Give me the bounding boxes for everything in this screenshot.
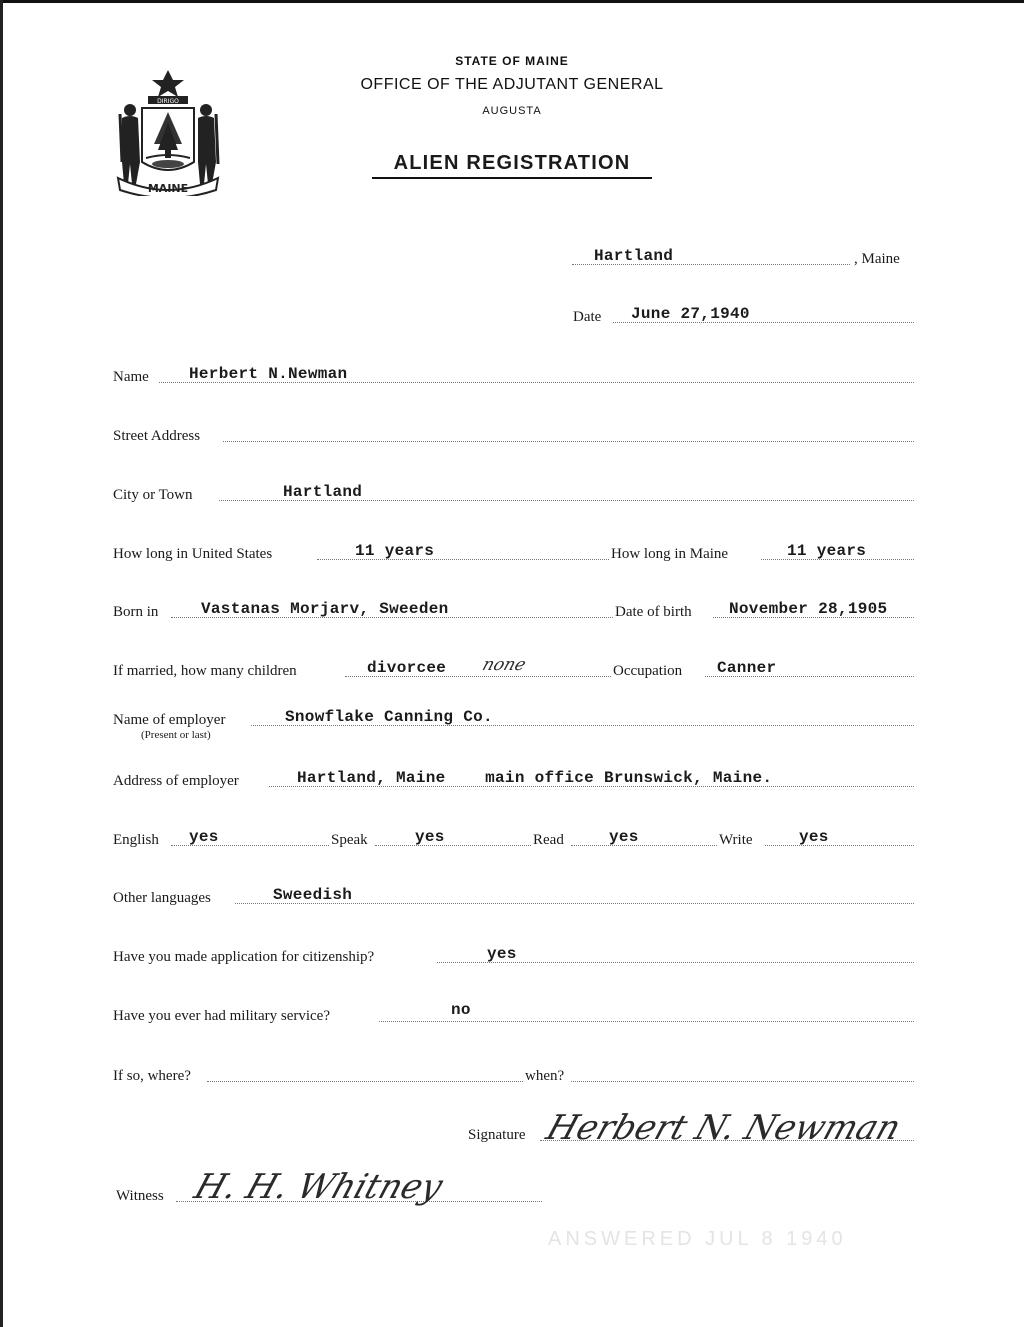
children-row <box>113 656 914 680</box>
citizenship-label: Have you made application for citizenship? <box>113 949 375 965</box>
signature-handwriting[interactable]: Herbert N. Newman <box>541 1108 906 1148</box>
employer-address-row <box>113 766 914 790</box>
other-languages-value[interactable]: Sweedish <box>273 886 353 904</box>
speak-label: Speak <box>331 832 368 848</box>
city-heading: AUGUSTA <box>482 105 542 117</box>
children-label: If married, how many children <box>113 663 297 679</box>
dob-value[interactable]: November 28,1905 <box>729 600 888 618</box>
maine-duration-value[interactable]: 11 years <box>787 542 867 560</box>
date-label: Date <box>573 309 602 325</box>
occupation-value[interactable]: Canner <box>717 659 777 677</box>
street-dots <box>223 441 914 442</box>
other-languages-row <box>113 883 914 907</box>
children-handwritten-annotation: none <box>479 655 529 675</box>
name-row <box>113 362 914 386</box>
seal-banner-text: MAINE <box>147 182 189 195</box>
office-heading: OFFICE OF THE ADJUTANT GENERAL <box>360 76 664 93</box>
speak-dots <box>375 845 531 846</box>
name-value[interactable]: Herbert N.Newman <box>189 365 348 383</box>
seal-motto: DIRIGO <box>157 98 179 105</box>
employer-label: Name of employer <box>113 712 226 728</box>
employer-sublabel: (Present or last) <box>141 729 211 741</box>
maine-seal-icon <box>112 66 224 196</box>
born-value[interactable]: Vastanas Morjarv, Sweeden <box>201 600 449 618</box>
citizenship-value[interactable]: yes <box>487 945 517 963</box>
children-value[interactable]: divorcee <box>367 659 447 677</box>
witness-row <box>116 1167 542 1207</box>
read-label: Read <box>533 832 564 848</box>
read-dots <box>571 845 717 846</box>
military-value[interactable]: no <box>451 1001 471 1019</box>
other-languages-label: Other languages <box>113 890 211 906</box>
city-row <box>113 480 914 504</box>
name-label: Name <box>113 369 149 385</box>
scan-border-left <box>0 0 3 1327</box>
employer-value[interactable]: Snowflake Canning Co. <box>285 708 493 726</box>
read-value[interactable]: yes <box>609 828 639 846</box>
state-heading: STATE OF MAINE <box>455 54 569 68</box>
born-label: Born in <box>113 604 159 620</box>
form-title: ALIEN REGISTRATION <box>372 152 652 179</box>
where-dots <box>207 1081 523 1082</box>
city-label: City or Town <box>113 487 193 503</box>
english-value[interactable]: yes <box>189 828 219 846</box>
write-dots <box>765 845 914 846</box>
citizenship-row <box>113 942 914 966</box>
maine-duration-label: How long in Maine <box>611 546 729 562</box>
when-dots <box>571 1081 914 1082</box>
date-value[interactable]: June 27,1940 <box>631 305 750 323</box>
place-value[interactable]: Hartland <box>594 247 674 265</box>
employer-address-label: Address of employer <box>113 773 239 789</box>
witness-label: Witness <box>116 1188 164 1204</box>
witness-handwriting[interactable]: H. H. Whitney <box>189 1167 448 1207</box>
speak-value[interactable]: yes <box>415 828 445 846</box>
write-label: Write <box>719 832 753 848</box>
signature-row <box>468 1108 914 1148</box>
received-stamp: ANSWERED JUL 8 1940 <box>548 1228 847 1250</box>
employer-row <box>113 705 914 741</box>
duration-row <box>113 539 914 563</box>
military-label: Have you ever had military service? <box>113 1008 330 1024</box>
employer-address-value[interactable]: Hartland, Maine main office Brunswick, Maine. <box>297 769 773 787</box>
write-value[interactable]: yes <box>799 828 829 846</box>
city-value[interactable]: Hartland <box>283 483 363 501</box>
english-row <box>113 825 914 849</box>
birth-row <box>113 597 914 621</box>
street-row <box>113 421 914 445</box>
place-row <box>572 244 914 268</box>
occupation-label: Occupation <box>613 663 683 679</box>
street-label: Street Address <box>113 428 201 444</box>
us-duration-label: How long in United States <box>113 546 273 562</box>
date-row <box>573 302 914 326</box>
signature-label: Signature <box>468 1127 526 1143</box>
english-label: English <box>113 832 159 848</box>
where-label: If so, where? <box>113 1068 191 1084</box>
service-where-row <box>113 1061 914 1085</box>
scan-border-top <box>0 0 1024 3</box>
us-duration-value[interactable]: 11 years <box>355 542 435 560</box>
when-label: when? <box>525 1068 565 1084</box>
dob-label: Date of birth <box>615 604 692 620</box>
place-suffix: , Maine <box>854 251 900 267</box>
military-row <box>113 1001 914 1025</box>
military-dots <box>379 1021 914 1022</box>
